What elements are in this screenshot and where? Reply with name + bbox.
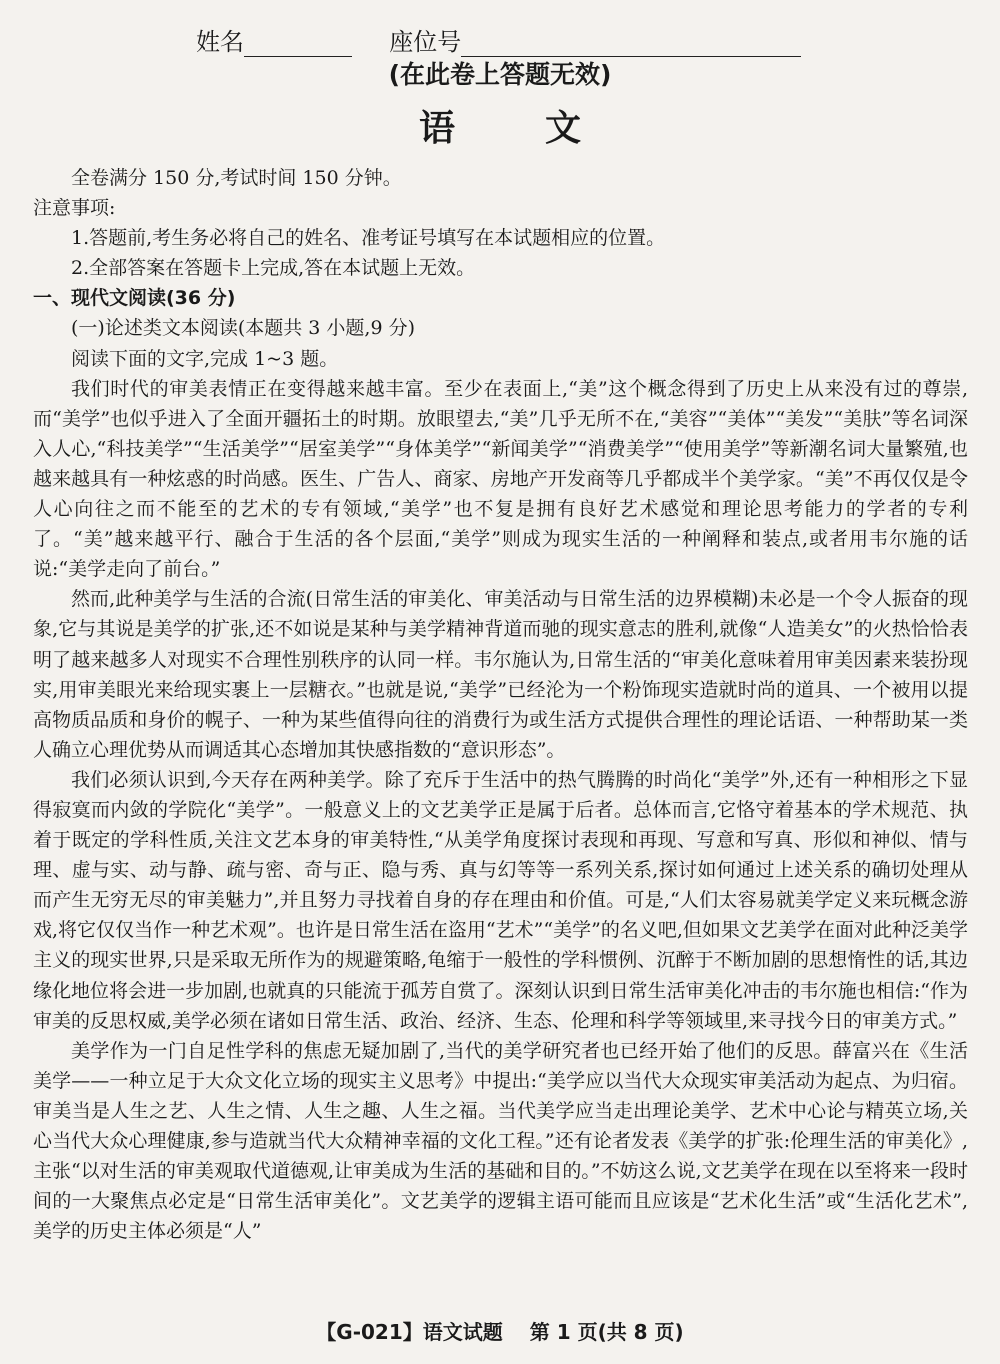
reading-instruction: 阅读下面的文字,完成 1~3 题。: [71, 347, 339, 370]
note-1: 1.答题前,考生务必将自己的姓名、准考证号填写在本试题相应的位置。: [71, 227, 666, 250]
section-heading: 一、现代文阅读(36 分): [33, 287, 236, 310]
seat-label: 座位号: [389, 28, 462, 56]
name-label: 姓名: [196, 28, 244, 56]
notes-heading: 注意事项:: [33, 197, 116, 220]
seat-blank: [461, 34, 801, 57]
exam-body: [33, 163, 968, 1246]
name-blank: [244, 34, 352, 57]
page-footer: [0, 1316, 1000, 1345]
paragraph: 我们必须认识到,今天存在两种美学。除了充斥于生活中的热气腾腾的时尚化“美学”外,还有一种相形之下显得寂寞而内敛的学院化“美学”。一般意义上的文艺美学正是属于后者。总体而言,它恪守着基本的学术规范、执着于既定的学科性质,关注文艺本身的审美特性,“从美学角度探讨表现和再现、写意和写真、形似和神似、情与理、虚与实、动与静、疏与密、奇与正、隐与秀、真与幻等等一系列关系,探讨如何通过上述关系的确切处理从而产生无穷无尽的审美魅力”,并且努力寻找着自身的存在理由和价值。可是,“人们太容易就美学定义来玩概念游戏,将它仅仅当作一种艺术观”。也许是日常生活在盗用“艺术”“美学”的名义吧,但如果文艺美学在面对此种泛美学主义的现实世界,只是采取无所作为的规避策略,龟缩于一般性的学科惯例、沉醉于不断加剧的思想惰性的话,其边缘化地位将会进一步加剧,也就真的只能流于孤芳自赏了。深刻认识到日常生活审美化冲击的韦尔施也相信:“作为审美的反思权威,美学必须在诸如日常生活、政治、经济、生态、伦理和科学等领域里,来寻找今日的审美方式。”: [33, 768, 968, 1032]
paragraph: 美学作为一门自足性学科的焦虑无疑加剧了,当代的美学研究者也已经开始了他们的反思。薛富兴在《生活美学——一种立足于大众文化立场的现实主义思考》中提出:“美学应以当代大众现实审美活动为起点、为归宿。审美当是人生之艺、人生之情、人生之趣、人生之福。当代美学应当走出理论美学、艺术中心论与精英立场,关心当代大众心理健康,参与造就当代大众精神幸福的文化工程。”还有论者发表《美学的扩张:伦理生活的审美化》,主张“以对生活的审美观取代道德观,让审美成为生活的基础和目的。”不妨这么说,文艺美学在现在以至将来一段时间的一大聚焦点必定是“日常生活审美化”。文艺美学的逻辑主语可能而且应该是“艺术化生活”或“生活化艺术”,美学的历史主体必须是“人”: [33, 1039, 968, 1243]
sub-section-heading: (一)论述类文本阅读(本题共 3 小题,9 分): [71, 317, 415, 340]
page-title: 语文: [418, 107, 671, 149]
score-time: 全卷满分 150 分,考试时间 150 分钟。: [71, 167, 402, 189]
answer-invalid-notice: (在此卷上答题无效): [388, 60, 612, 89]
paragraph: 然而,此种美学与生活的合流(日常生活的审美化、审美活动与日常生活的边界模糊)未必是一个令人振奋的现象,它与其说是美学的扩张,还不如说是某种与美学精神背道而驰的现实意志的胜利,就像“人造美女”的火热恰恰表明了越来越多人对现实不合理性别秩序的认同一样。韦尔施认为,日常生活的“审美化意味着用审美因素来装扮现实,用审美眼光来给现实裹上一层糖衣。”也就是说,“美学”已经沦为一个粉饰现实造就时尚的道具、一个被用以提高物质品质和身价的幌子、一种为某些值得向往的消费行为或生活方式提供合理性的理论话语、一种帮助某一类人确立心理优势从而调适其心态增加其快感指数的“意识形态”。: [33, 588, 968, 761]
paragraph: 我们时代的审美表情正在变得越来越丰富。至少在表面上,“美”这个概念得到了历史上从来没有过的尊崇,而“美学”也似乎进入了全面开疆拓土的时期。放眼望去,“美”几乎无所不在,“美容”“美体”“美发”“美肤”等名词深入人心,“科技美学”“生活美学”“居室美学”“身体美学”“新闻美学”“消费美学”“使用美学”等新潮名词大量繁殖,也越来越具有一种炫惑的时尚感。医生、广告人、商家、房地产开发商等几乎都成半个美学家。“美”不再仅仅是令人心向往之而不能至的艺术的专有领域,“美学”也不复是拥有良好艺术感觉和理论思考能力的学者的专利了。“美”越来越平行、融合于生活的各个层面,“美学”则成为现实生活的一种阐释和装点,或者用韦尔施的话说:“美学走向了前台。”: [33, 377, 968, 581]
page-number: 第 1 页(共 8 页): [529, 1320, 684, 1344]
note-2: 2.全部答案在答题卡上完成,答在本试题上无效。: [71, 257, 476, 280]
exam-code: 【G-021】语文试题: [316, 1320, 503, 1344]
name-seat-row: [196, 22, 801, 57]
